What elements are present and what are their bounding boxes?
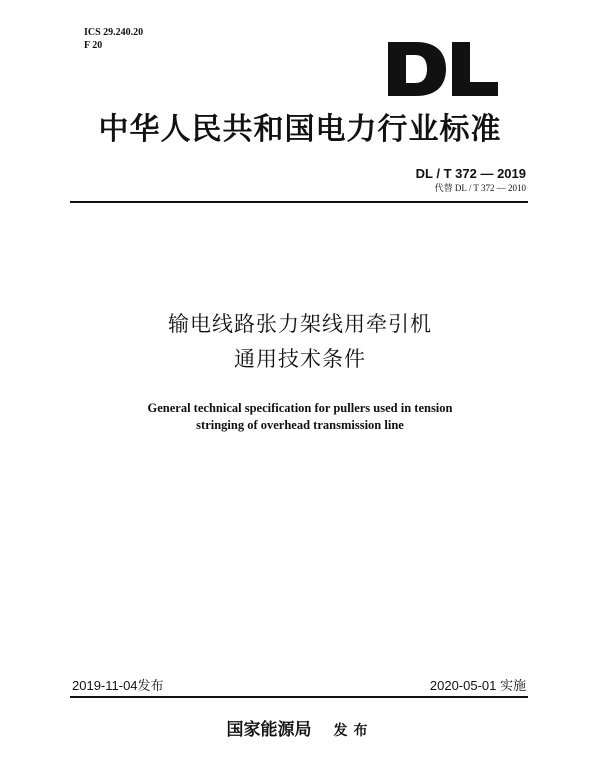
- standard-category-title: 中华人民共和国电力行业标准: [98, 112, 502, 147]
- dl-logo-letter-d: [388, 42, 446, 96]
- standard-number: DL / T 372 — 2019: [415, 166, 526, 181]
- chinese-title-line-2: 通用技术条件: [234, 347, 366, 371]
- dl-logo-letter-l: [452, 42, 498, 96]
- chinese-title-line-1: 输电线路张力架线用牵引机: [168, 312, 432, 336]
- classification-codes: [84, 26, 143, 52]
- bottom-divider: [70, 696, 528, 698]
- issuing-authority-line: [0, 719, 600, 742]
- english-title-line-1: General technical specification for pullers used in tension: [147, 401, 453, 415]
- issuing-authority: 国家能源局: [226, 720, 312, 740]
- implement-date: 2020-05-01 实施: [429, 678, 526, 693]
- issue-label: 发布: [333, 723, 374, 739]
- english-title-line-2: stringing of overhead transmission line: [196, 418, 404, 432]
- dl-logo: [386, 40, 500, 98]
- ics-code: ICS 29.240.20: [84, 27, 144, 38]
- ccs-code: F 20: [84, 40, 103, 51]
- top-divider: [70, 201, 528, 203]
- replaced-standard: 代替 DL / T 372 — 2010: [434, 183, 526, 193]
- publish-date: 2019-11-04发布: [72, 678, 164, 693]
